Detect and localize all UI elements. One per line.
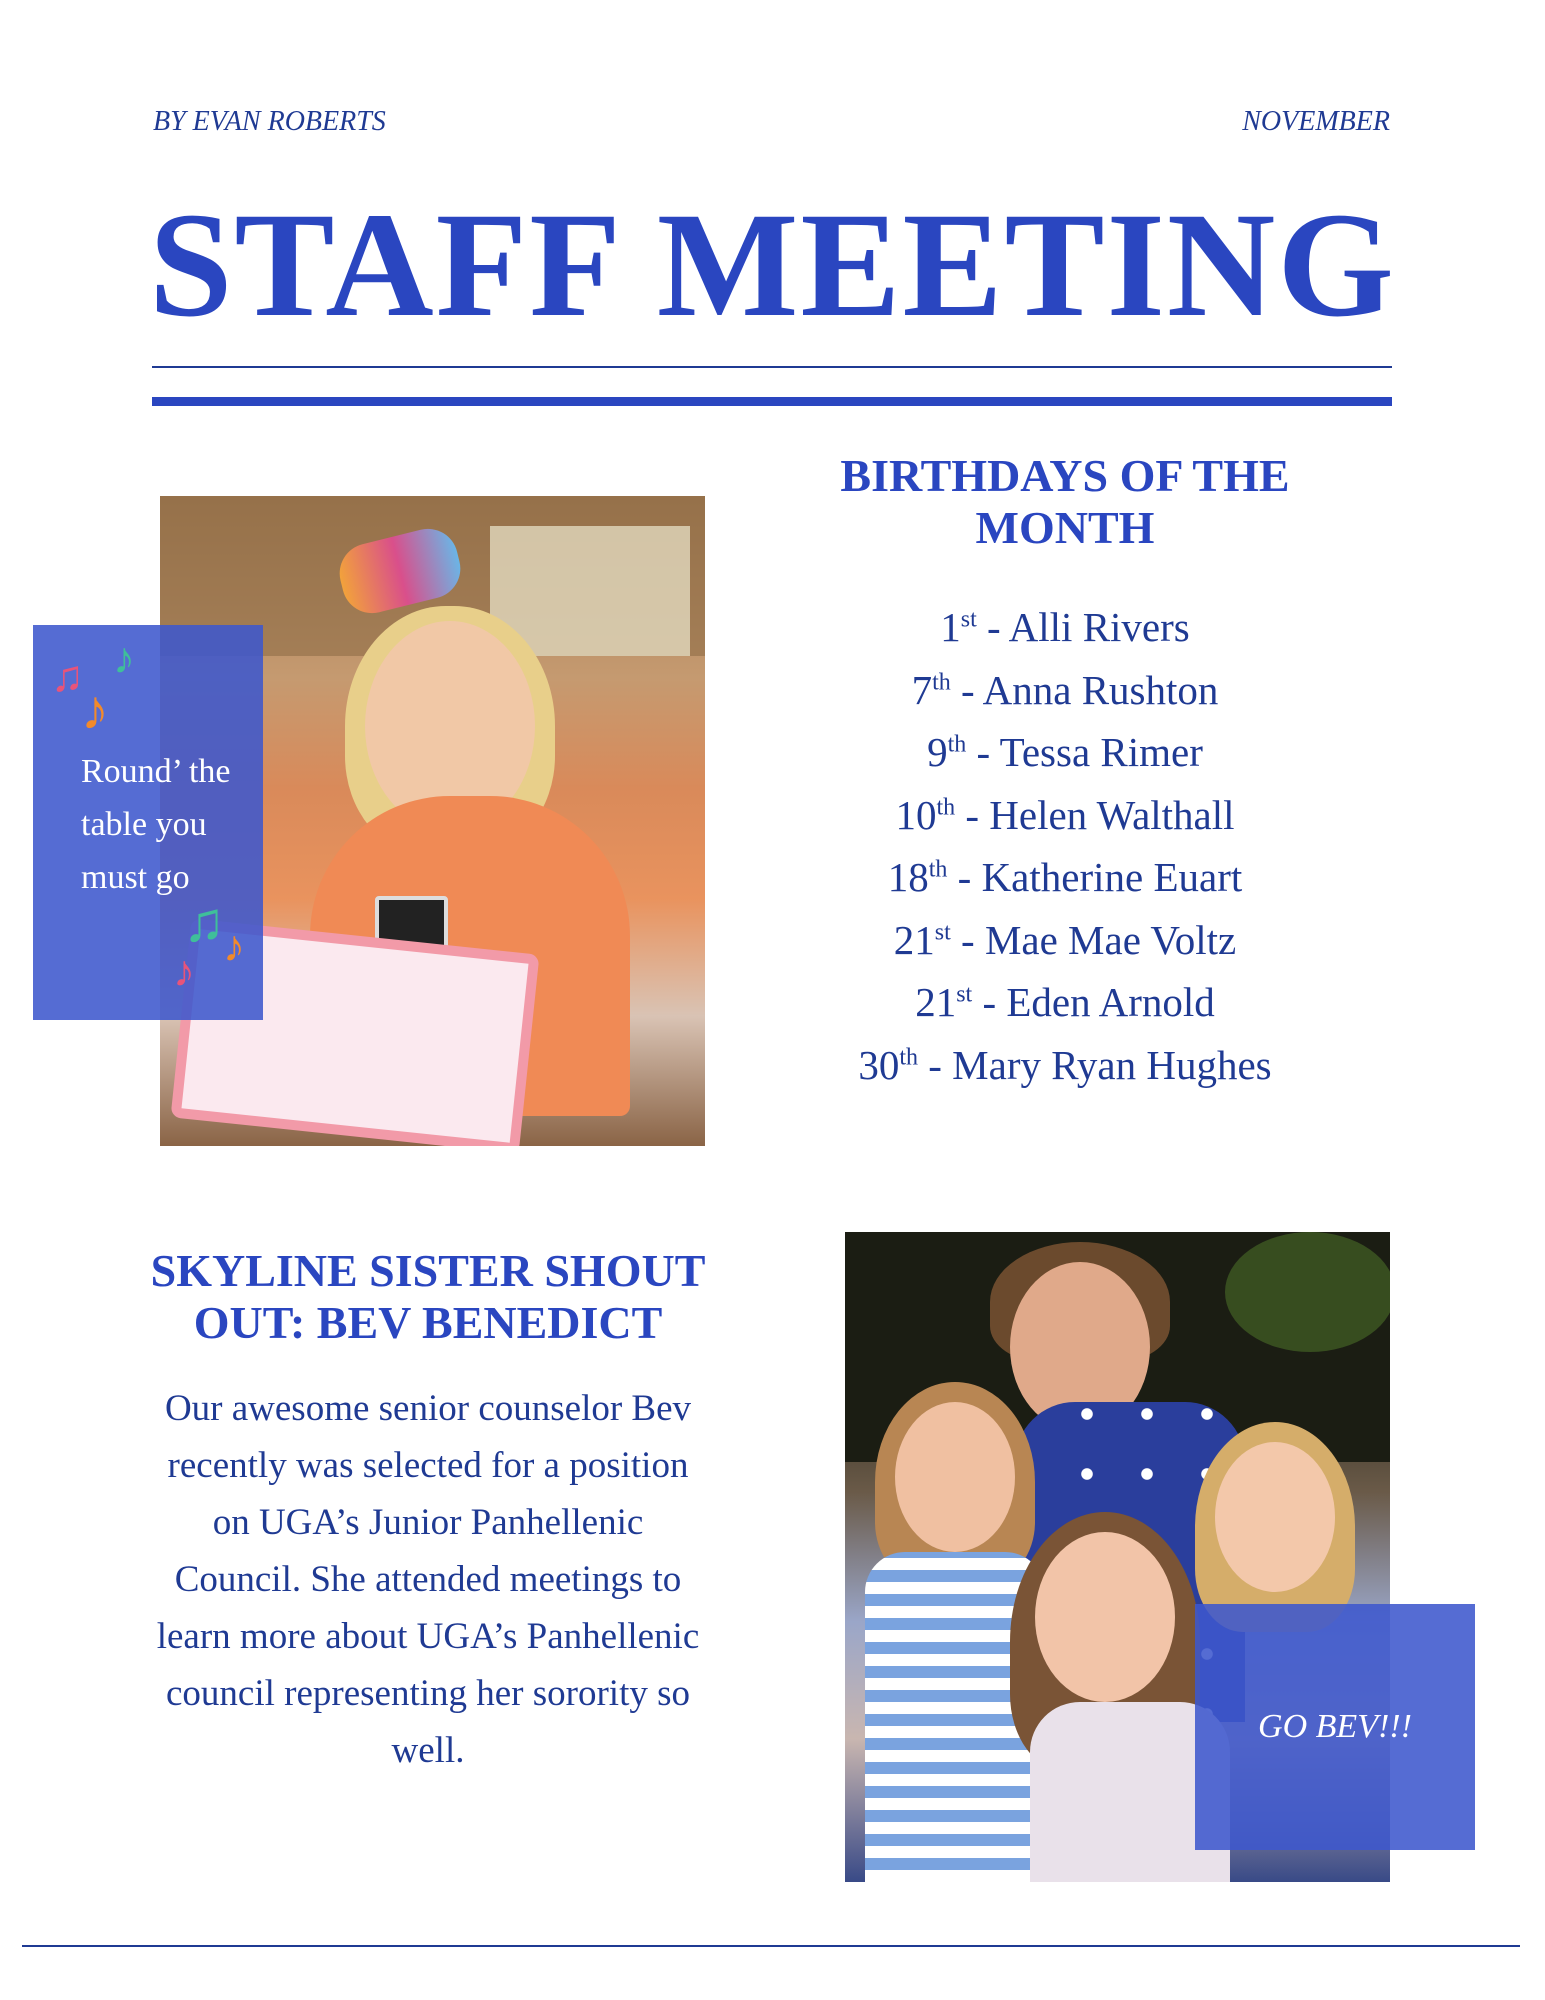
- birthday-item: [785, 659, 1345, 722]
- birthday-day: 9: [927, 729, 948, 775]
- caption-line: table you: [81, 806, 207, 843]
- music-note-icon: ♪: [113, 634, 135, 683]
- music-note-icon: ♪: [81, 680, 109, 742]
- heading-line: BIRTHDAYS OF THE: [840, 450, 1290, 501]
- birthday-name: - Mary Ryan Hughes: [918, 1041, 1272, 1088]
- caption-line: Round’ the: [81, 753, 231, 790]
- birthday-day-suffix: st: [956, 981, 973, 1008]
- birthday-day-suffix: th: [928, 856, 948, 883]
- birthday-day-suffix: th: [947, 731, 967, 758]
- heading-line: SKYLINE SISTER SHOUT: [150, 1245, 706, 1296]
- birthday-day: 7: [911, 666, 933, 713]
- birthday-day-suffix: th: [936, 793, 956, 820]
- title-divider-thin: [152, 366, 1392, 368]
- music-note-icon: ♪: [223, 922, 245, 971]
- photo1-caption-box: [33, 625, 263, 1020]
- issue-month: NOVEMBER: [1242, 106, 1390, 137]
- birthday-day-suffix: st: [934, 918, 951, 945]
- birthday-name: - Eden Arnold: [972, 979, 1215, 1025]
- heading-line: MONTH: [975, 502, 1155, 553]
- birthday-item: [785, 971, 1345, 1034]
- music-note-icon: ♪: [173, 947, 195, 996]
- birthday-name: - Alli Rivers: [976, 604, 1190, 650]
- newsletter-title: STAFF MEETING: [149, 182, 1396, 348]
- shoutout-body: Our awesome senior counselor Bev recently was selected for a position on UGA’s Junior Panhellenic Council. She attended meetings to learn more about UGA’s Panhellenic council representing her sorority so well.: [156, 1388, 700, 1771]
- birthday-item: [785, 1034, 1345, 1097]
- photo1-caption: [81, 745, 261, 904]
- birthday-day-suffix: st: [960, 606, 977, 633]
- birthday-name: - Anna Rushton: [950, 666, 1219, 713]
- birthday-day-suffix: th: [932, 668, 951, 695]
- shoutout-heading: [110, 1245, 746, 1349]
- music-note-icon: ♫: [51, 652, 84, 701]
- birthday-name: - Katherine Euart: [947, 854, 1243, 900]
- birthday-item: [785, 596, 1345, 659]
- photo2-caption-box: [1195, 1604, 1475, 1850]
- birthday-item: [785, 909, 1345, 972]
- photo-person-face: [1215, 1442, 1335, 1592]
- birthday-item: [785, 784, 1345, 847]
- photo-person-face: [1035, 1532, 1175, 1702]
- photo2-caption: GO BEV!!!: [1258, 1708, 1412, 1745]
- birthday-day: 30: [858, 1041, 900, 1088]
- birthday-list: [785, 596, 1345, 1096]
- birthday-item: [785, 846, 1345, 909]
- birthday-day: 18: [887, 854, 929, 900]
- photo-tree: [1225, 1232, 1390, 1352]
- birthday-name: - Tessa Rimer: [966, 729, 1203, 775]
- footer-divider: [22, 1945, 1520, 1947]
- birthday-day: 10: [895, 791, 937, 838]
- birthday-name: - Mae Mae Voltz: [950, 916, 1237, 963]
- birthday-day: 1: [940, 604, 961, 650]
- birthday-item: [785, 721, 1345, 784]
- heading-line: OUT: BEV BENEDICT: [193, 1297, 663, 1348]
- photo-person-face: [895, 1402, 1015, 1552]
- birthday-day: 21: [915, 979, 957, 1025]
- caption-line: must go: [81, 859, 190, 896]
- byline: BY EVAN ROBERTS: [153, 106, 386, 137]
- birthdays-heading: [785, 450, 1345, 554]
- birthday-day: 21: [893, 916, 935, 963]
- music-note-icon: ♫: [183, 892, 225, 954]
- birthday-day-suffix: th: [899, 1043, 919, 1070]
- title-divider-thick: [152, 397, 1392, 406]
- birthday-name: - Helen Walthall: [955, 791, 1235, 838]
